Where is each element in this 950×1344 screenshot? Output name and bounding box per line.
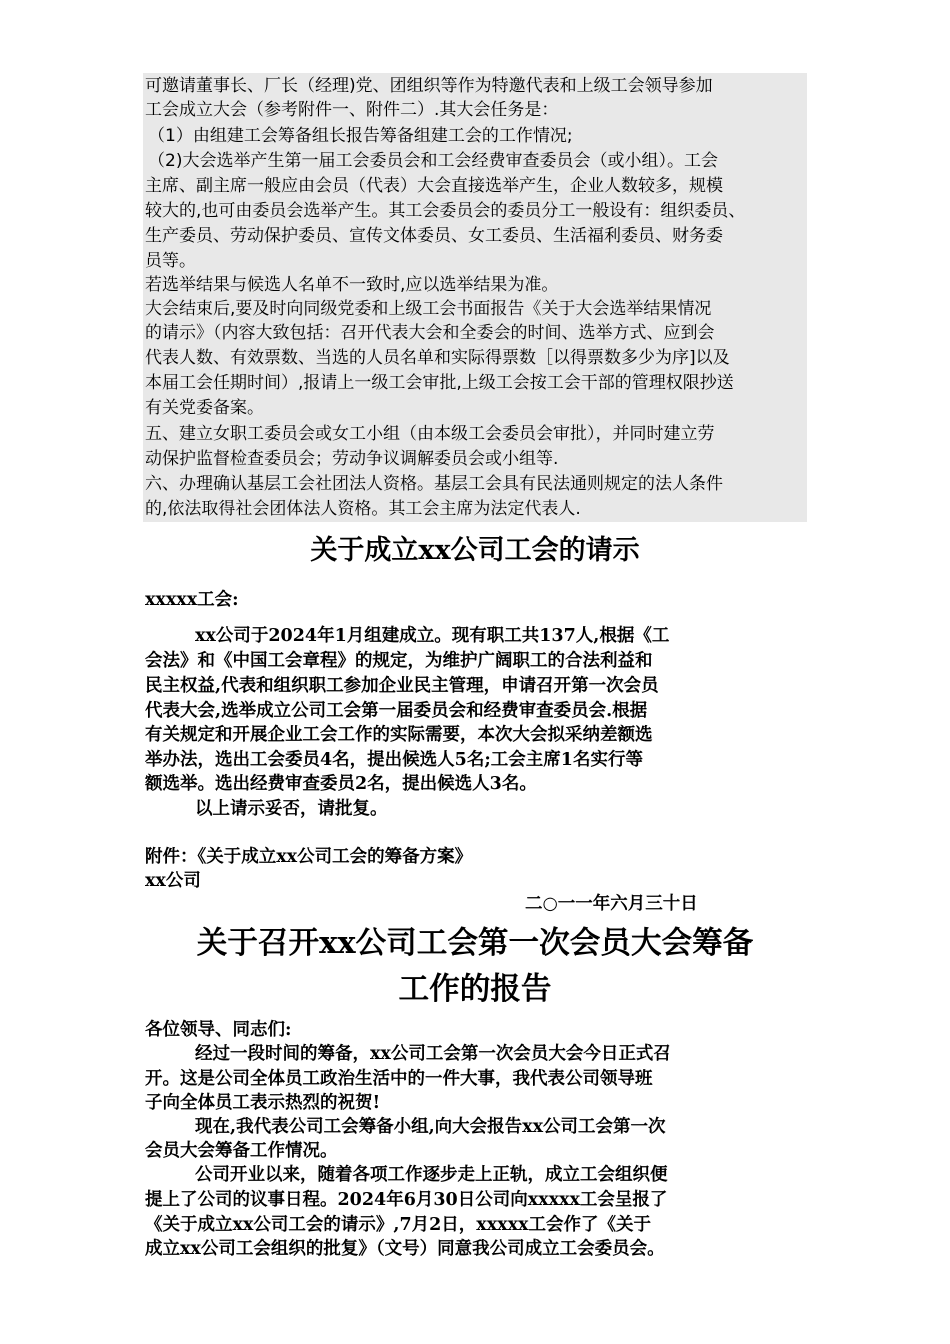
- gray-text-line: 可邀请董事长、厂长（经理)党、团组织等作为特邀代表和上级工会领导参加: [145, 76, 713, 96]
- request-attachment: 附件：《关于成立xx公司工会的筹备方案》: [145, 847, 473, 867]
- report-body-line: 经过一段时间的筹备，xx公司工会第一次会员大会今日正式召: [195, 1044, 671, 1064]
- gray-text-line: 工会成立大会（参考附件一、附件二）.其大会任务是：: [145, 100, 559, 120]
- gray-text-line: 生产委员、劳动保护委员、宣传文体委员、女工委员、生活福利委员、财务委: [145, 226, 723, 246]
- gray-text-line: 代表人数、有效票数、当选的人员名单和实际得票数［以得票数多少为序]以及: [145, 348, 730, 368]
- report-body-line: 《关于成立xx公司工会的请示》,7月2日，xxxxx工会作了《关于: [145, 1215, 651, 1235]
- gray-text-line: 的请示》（内容大致包括：召开代表大会和全委会的时间、选举方式、应到会: [145, 323, 715, 343]
- gray-text-line: 主席、副主席一般应由会员（代表）大会直接选举产生，企业人数较多，规模: [145, 176, 723, 196]
- report-salutation: 各位领导、同志们:: [145, 1020, 292, 1040]
- report-body-line: 现在,我代表公司工会筹备小组,向大会报告xx公司工会第一次: [195, 1117, 666, 1137]
- request-body-line: 举办法，选出工会委员4名，提出候选人5名;工会主席1名实行等: [145, 750, 643, 770]
- report-body-line: 开。这是公司全体员工政治生活中的一件大事，我代表公司领导班: [145, 1069, 653, 1089]
- request-addressee: xxxxx工会:: [145, 590, 239, 610]
- request-body-line: 代表大会,选举成立公司工会第一届委员会和经费审查委员会.根据: [145, 701, 648, 721]
- gray-text-line: （1）由组建工会筹备组长报告筹备组建工会的工作情况;: [148, 126, 573, 146]
- report-title: 关于召开xx公司工会第一次会员大会筹备: [196, 925, 754, 961]
- report-body-line: 提上了公司的议事日程。2024年6月30日公司向xxxxx工会呈报了: [145, 1190, 668, 1210]
- gray-text-line: 有关党委备案。: [145, 398, 264, 418]
- request-title: 关于成立xx公司工会的请示: [310, 535, 640, 566]
- gray-text-line: 大会结束后,要及时向同级党委和上级工会书面报告《关于大会选举结果情况: [145, 299, 712, 319]
- gray-text-line: 若选举结果与候选人名单不一致时,应以选举结果为准。: [145, 275, 559, 295]
- gray-text-line: 五、建立女职工委员会或女工小组（由本级工会委员会审批），并同时建立劳: [145, 424, 715, 444]
- gray-text-line: 本届工会任期时间）,报请上一级工会审批,上级工会按工会干部的管理权限抄送: [145, 373, 734, 393]
- gray-text-line: （2)大会选举产生第一届工会委员会和工会经费审查委员会（或小组）。工会: [148, 151, 718, 171]
- report-body-line: 成立xx公司工会组织的批复》（文号）同意我公司成立工会委员会。: [145, 1239, 665, 1259]
- report-body-line: 公司开业以来，随着各项工作逐步走上正轨，成立工会组织便: [195, 1165, 668, 1185]
- gray-text-line: 员等。: [145, 251, 196, 271]
- request-date: 二○一一年六月三十日: [525, 894, 698, 914]
- report-body-line: 子向全体员工表示热烈的祝贺!: [145, 1093, 381, 1113]
- gray-text-line: 动保护监督检查委员会；劳动争议调解委员会或小组等.: [145, 449, 559, 469]
- request-body-line: 会法》和《中国工会章程》的规定，为维护广阔职工的合法利益和: [145, 651, 653, 671]
- request-body-line: 以上请示妥否，请批复。: [195, 799, 388, 819]
- request-body-line: xx公司于2024年1月组建成立。现有职工共137人,根据《工: [195, 626, 670, 646]
- gray-text-line: 较大的,也可由委员会选举产生。其工会委员会的委员分工一般设有：组织委员、: [145, 201, 746, 221]
- gray-text-line: 的,依法取得社会团体法人资格。其工会主席为法定代表人.: [145, 499, 581, 519]
- request-body-line: 有关规定和开展企业工会工作的实际需要，本次大会拟采纳差额选: [145, 725, 653, 745]
- gray-text-line: 六、办理确认基层工会社团法人资格。基层工会具有民法通则规定的法人条件: [145, 474, 723, 494]
- report-body-line: 会员大会筹备工作情况。: [145, 1141, 338, 1161]
- request-body-line: 民主权益,代表和组织职工参加企业民主管理，申请召开第一次会员: [145, 676, 659, 696]
- report-title-line2: 工作的报告: [398, 971, 552, 1007]
- request-signer: xx公司: [145, 871, 201, 891]
- request-body-line: 额选举。选出经费审查委员2名，提出候选人3名。: [145, 774, 537, 794]
